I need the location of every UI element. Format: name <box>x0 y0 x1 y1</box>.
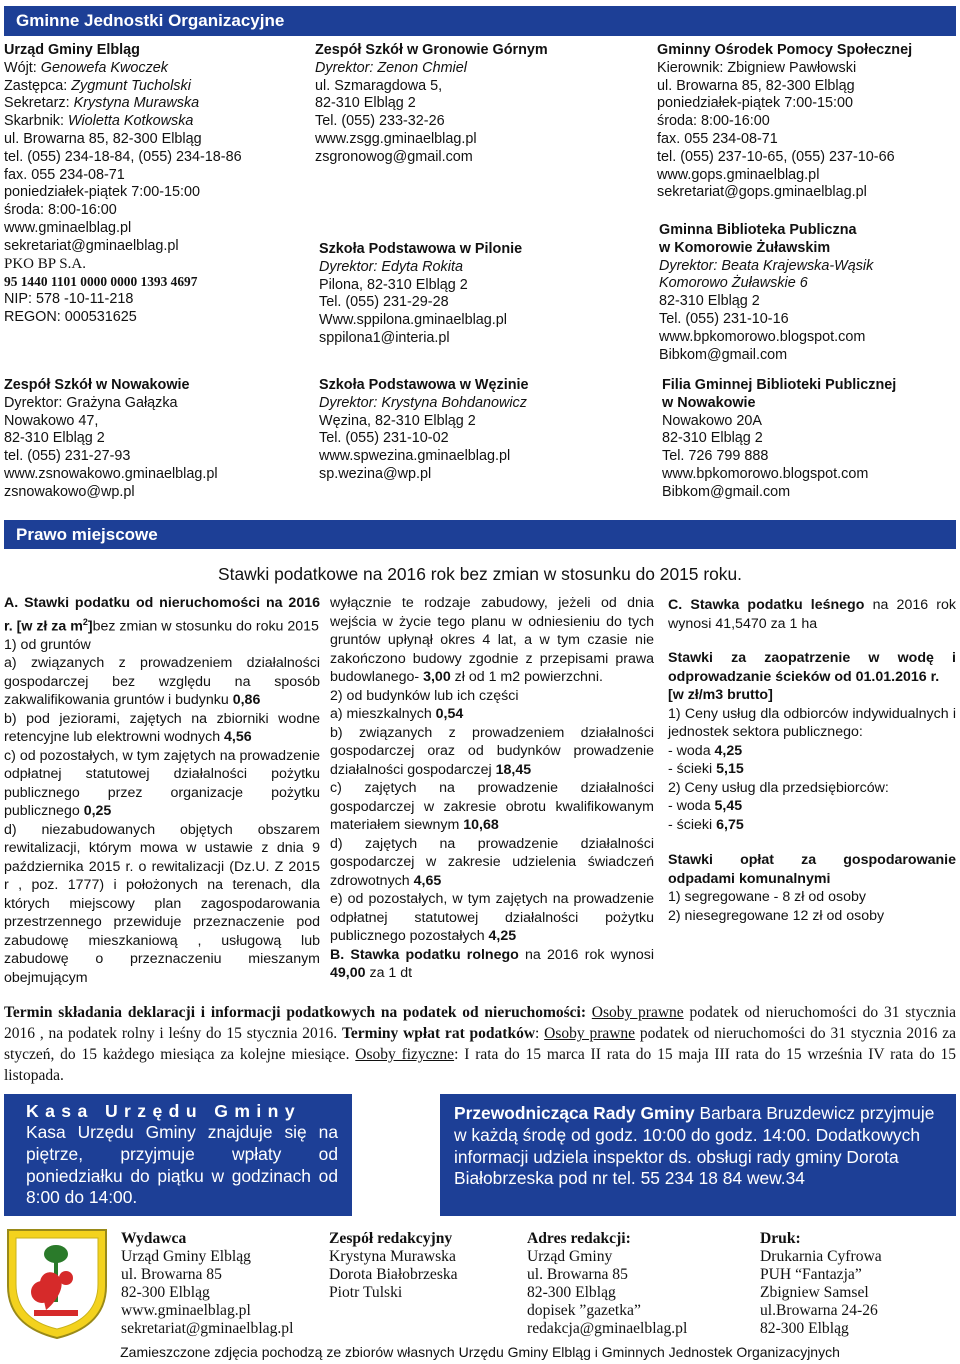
gmina-shield-logo <box>4 1226 110 1342</box>
spp-email-link[interactable]: sppilona1@interia.pl <box>319 329 450 346</box>
ug-account: 95 1440 1101 0000 0000 1393 4697 <box>4 274 198 290</box>
gops-kierownik: Kierownik: Zbigniew Pawłowski <box>657 59 857 76</box>
spp-tel: Tel. (055) 231-29-28 <box>319 294 449 311</box>
rada-name: Barbara Bruzdewicz <box>699 1103 856 1123</box>
gops-hours1: poniedziałek-piątek 7:00-15:00 <box>657 95 854 112</box>
spp-addr: Pilona, 82-310 Elbląg 2 <box>319 276 468 293</box>
ug-hours1: poniedziałek-piątek 7:00-15:00 <box>4 184 201 201</box>
gops-block <box>657 42 912 202</box>
zsg-tel: Tel. (055) 233-32-26 <box>315 113 445 130</box>
tax-col-2: wyłącznie te rodzaje zabudowy, jeżeli od dnia wejścia w życie tego planu w odniesieniu do tych gruntów upłynął okres 4 lat, a w tym czasie nie zakończono budowy zgodnie z przepisami prawa budowlanego- 3,00 zł od 1 m2 powierzchni. 2) od budynków lub ich części a) mieszkalnych 0,54 b) związanych z prowadzeniem działalności gospodarczej oraz od budynków prowadzenie działalności gospodarczej 18,45 c) zajętych na prowadzenie działalności gospodarczej w zakresie obrotu kwalifikowanym materiałem siewnym 10,68 d) zajętych na prowadzenie działalności gospodarczej w zakresie udzielenia świadczeń zdrowotnych 4,65 e) od pozostałych, w tym zajętych na prowadzenie odpłatnej statutowej działalności pożytku publicznego pozostałych 4,25 B. Stawka podatku rolnego na 2016 rok wynosi 49,00 za 1 dt <box>330 595 654 981</box>
gops-email-link[interactable]: sekretariat@gops.gminaelblag.pl <box>657 184 867 201</box>
ug-bank: PKO BP S.A. <box>4 255 86 272</box>
footer-email-link[interactable]: sekretariat@gminaelblag.pl <box>121 1320 294 1337</box>
tax-col-3: C. Stawka podatku leśnego na 2016 rok wynosi 41,5470 za 1 ha Stawki za zaopatrzenie w wodę i odprowadzanie ścieków od 01.01.2016 r. [w zł/m3 brutto] 1) Ceny usług dla odbiorców indywidualnych i jednostek sektora publicznego: - woda 4,25 - ścieki 5,15 2) Ceny usług dla przedsiębiorców: - woda 5,45 - ścieki 6,75 Stawki opłat za gospodarowanie odpadami komunalnymi 1) segregowane - 8 zł od osoby 2) niesegregowane 12 zł od osoby <box>668 597 956 924</box>
zastepca-name: Zygmunt Tucholski <box>71 77 191 94</box>
filia-block <box>662 377 896 502</box>
gops-hours2: środa: 8:00-16:00 <box>657 113 770 130</box>
spw-email-link[interactable]: sp.wezina@wp.pl <box>319 465 432 482</box>
kasa-text: Kasa Urzędu Gminy znajduje się na piętrze, przyjmuje wpłaty od poniedziałku do piątku w godzinach od 8:00 do 14:00. <box>26 1122 338 1208</box>
spw-addr: Węzina, 82-310 Elbląg 2 <box>319 412 476 429</box>
wojt-name: Genowefa Kwoczek <box>40 59 168 76</box>
zsn-addr2: 82-310 Elbląg 2 <box>4 430 105 447</box>
gops-tel: tel. (055) 237-10-65, (055) 237-10-66 <box>657 148 895 165</box>
spw-dyrektor: Dyrektor: Krystyna Bohdanowicz <box>319 394 527 411</box>
gops-www-link[interactable]: www.gops.gminaelblag.pl <box>657 166 820 183</box>
sp-wezina-block <box>319 377 529 484</box>
gops-addr: ul. Browarna 85, 82-300 Elbląg <box>657 77 855 94</box>
gbp-addr2: 82-310 Elbląg 2 <box>659 293 760 310</box>
zs-gronowo-block <box>315 42 548 167</box>
tax-woda-title: Stawki za zaopatrzenie w wodę i odprowadzanie ścieków od 01.01.2016 r. <box>668 650 956 685</box>
gbp-title1: Gminna Biblioteka Publiczna <box>659 222 857 238</box>
gops-fax: fax. 055 234-08-71 <box>657 130 778 147</box>
spw-title: Szkoła Podstawowa w Węzinie <box>319 377 529 393</box>
tax-a-title: A. Stawki podatku od nieruchomości na 2016 r. <box>4 595 320 635</box>
zsn-tel: tel. (055) 231-27-93 <box>4 448 131 465</box>
zsn-addr1: Nowakowo 47, <box>4 412 99 429</box>
sp-pilona-block <box>319 241 522 348</box>
urzad-gminy-block: Urząd Gminy Elbląg Wójt: Genowefa Kwoczek Zastępca: Zygmunt Tucholski Sekretarz: Krystyna Murawska Skarbnik: Wioletta Kotkowska ul. Browarna 85, 82-300 Elbląg tel. (055) 234-18-84, (055) 234-18-86 fax. 055 234-08-71 poniedziałek-piątek 7:00-15:00 środa: 8:00-16:00 www.gminaelblag.pl sekretariat@gminaelblag.pl PKO BP S.A. 95 1440 1101 0000 0000 1393 4697 NIP: 578 -10-11-218 REGON: 000531625 <box>4 42 242 325</box>
rada-box <box>440 1094 956 1216</box>
zsg-addr1: ul. Szmaragdowa 5, <box>315 77 443 94</box>
gbp-tel: Tel. (055) 231-10-16 <box>659 310 789 327</box>
footer-wydawca: Wydawca Urząd Gminy Elbląg ul. Browarna 85 82-300 Elbląg www.gminaelblag.pl sekretariat@gminaelblag.pl <box>121 1230 294 1337</box>
gbp-block <box>659 222 873 364</box>
tax-col-1: A. Stawki podatku od nieruchomości na 2016 r. [w zł za $m^2]bez$ zmian w stosunku do roku 2015 1) od gruntów a) związanych z prowadzeniem działalności gospodarczej bez względu na sposób zakwalifikowania gruntów i budynku 0,86 b) pod jeziorami, zajętych na zbiorniki wodne retencyjne lub elektrowni wodnych 4,56 c) od pozostałych, w tym zajętych na prowadzenie odpłatnej statutowej działalności pożytku publicznego przez organizacje pożytku publicznego 0,25 d) niezabudowanych objętych obszarem rewitalizacji, którym mowa w ustawie z dnia 9 października 2015 r. o rewitalizacji (Dz.U. Z 2015 r , poz. 1777) i położonych na terenach, dla których miejscowy plan zagospodarowania przestrzennego przewiduje przeznaczenie pod zabudowę mieszkaniową , usługową lub zabudowę o przeznaczeniu mieszanym obejmującym <box>4 595 320 986</box>
footer-druk: Druk: Drukarnia Cyfrowa PUH “Fantazja” Zbigniew Samsel ul.Browarna 24-26 82-300 Elbląg <box>760 1230 882 1337</box>
filia-title1: Filia Gminnej Biblioteki Publicznej <box>662 377 897 393</box>
kasa-box <box>4 1094 352 1216</box>
filia-tel: Tel. 726 799 888 <box>662 448 769 465</box>
zs-nowakowo-block <box>4 377 218 502</box>
section-header-gminne <box>4 6 956 36</box>
prawo-title: Prawo miejscowe <box>16 525 158 544</box>
ug-address: ul. Browarna 85, 82-300 Elbląg <box>4 130 202 147</box>
spw-www-link[interactable]: www.spwezina.gminaelblag.pl <box>319 448 511 465</box>
ug-regon: REGON: 000531625 <box>4 308 137 325</box>
gops-title: Gminny Ośrodek Pomocy Społecznej <box>657 42 913 58</box>
zsg-dyrektor: Dyrektor: Zenon Chmiel <box>315 59 467 76</box>
filia-title2: w Nowakowie <box>662 394 756 411</box>
gbp-www-link[interactable]: www.bpkomorowo.blogspot.com <box>659 328 866 345</box>
zsg-www-link[interactable]: www.zsgg.gminaelblag.pl <box>315 130 477 147</box>
termin-paragraph: Termin składania deklaracji i informacji podatkowych na podatek od nieruchomości: Osoby prawne podatek od nieruchomości do 31 stycznia 2016 , na podatek rolny i leśny do 15 stycznia 2016. Terminy wpłat rat podatków: Osoby prawne podatek od nieruchomości do 31 stycznia 2016 za styczeń, do 15 każdego miesiąca za kolejne miesiące. Osoby fizyczne: I rata do 15 marca II rata do 15 maja III rata do 15 września IV rata do 15 listopada. <box>4 1004 957 1084</box>
zsn-dyrektor: Dyrektor: Grażyna Gałązka <box>4 394 178 411</box>
gbp-email-link[interactable]: Bibkom@gmail.com <box>659 346 788 363</box>
gbp-dyrektor: Dyrektor: Beata Krajewska-Wąsik <box>659 257 874 274</box>
spw-tel: Tel. (055) 231-10-02 <box>319 430 449 447</box>
gbp-addr1: Komorowo Żuławskie 6 <box>659 275 808 292</box>
section-title: Gminne Jednostki Organizacyjne <box>16 11 285 30</box>
ug-hours2: środa: 8:00-16:00 <box>4 202 117 219</box>
ug-email-link[interactable]: sekretariat@gminaelblag.pl <box>4 237 179 254</box>
ug-www-link[interactable]: www.gminaelblag.pl <box>4 219 132 236</box>
kasa-title: Kasa Urzędu Gminy <box>26 1101 302 1121</box>
prawo-subtitle: Stawki podatkowe na 2016 rok bez zmian w stosunku do 2015 roku. <box>218 564 742 584</box>
filia-www-link[interactable]: www.bpkomorowo.blogspot.com <box>662 465 869 482</box>
skarbnik-name: Wioletta Kotkowska <box>68 113 194 130</box>
filia-addr1: Nowakowo 20A <box>662 412 762 429</box>
filia-addr2: 82-310 Elbląg 2 <box>662 430 763 447</box>
footer-redakcja: Zespół redakcyjny Krystyna Murawska Dorota Białobrzeska Piotr Tulski <box>329 1230 458 1301</box>
ug-tel: tel. (055) 234-18-84, (055) 234-18-86 <box>4 148 242 165</box>
ug-title: Urząd Gminy Elbląg <box>4 42 140 58</box>
zsg-title: Zespół Szkół w Gronowie Górnym <box>315 42 548 58</box>
sekretarz-name: Krystyna Murawska <box>73 95 200 112</box>
rada-text: przyjmuje w każdą środę od godz. 10:00 do godz. 14:00. Dodatkowych informacji udziela inspektor ds. obsługi rady gminy Dorota Białobrzeska pod nr tel. 55 234 18 84 wew.34 <box>454 1103 935 1189</box>
zsn-www-link[interactable]: www.zsnowakowo.gminaelblag.pl <box>4 465 218 482</box>
zsn-email-link[interactable]: zsnowakowo@wp.pl <box>4 483 135 500</box>
rada-title: Przewodnicząca Rady Gminy <box>454 1103 695 1123</box>
spp-www-link[interactable]: Www.sppilona.gminaelblag.pl <box>319 312 507 329</box>
zsg-addr2: 82-310 Elbląg 2 <box>315 95 416 112</box>
tax-odpady-title: Stawki opłat za gospodarowanie odpadami komunalnymi <box>668 852 956 887</box>
spp-title: Szkoła Podstawowa w Pilonie <box>319 241 523 257</box>
zsn-title: Zespół Szkół w Nowakowie <box>4 377 190 393</box>
zsg-email-link[interactable]: zsgronowog@gmail.com <box>315 148 473 165</box>
section-header-prawo <box>4 520 956 549</box>
ug-nip: NIP: 578 -10-11-218 <box>4 291 134 308</box>
spp-dyrektor: Dyrektor: Edyta Rokita <box>319 258 463 275</box>
footer-redakcja-email-link[interactable]: redakcja@gminaelblag.pl <box>527 1320 688 1337</box>
ug-fax: fax. 055 234-08-71 <box>4 166 125 183</box>
gbp-title2: w Komorowie Żuławskim <box>659 239 831 256</box>
footer-www-link[interactable]: www.gminaelblag.pl <box>121 1302 251 1319</box>
footer-adres: Adres redakcji: Urząd Gminy ul. Browarna 85 82-300 Elbląg dopisek ”gazetka” redakcja@gminaelblag.pl <box>527 1230 688 1337</box>
footer-note: Zamieszczone zdjęcia pochodzą ze zbiorów własnych Urzędu Gminy Elbląg i Gminnych Jednostek Organizacyjnych <box>120 1344 840 1360</box>
filia-email-link[interactable]: Bibkom@gmail.com <box>662 483 791 500</box>
